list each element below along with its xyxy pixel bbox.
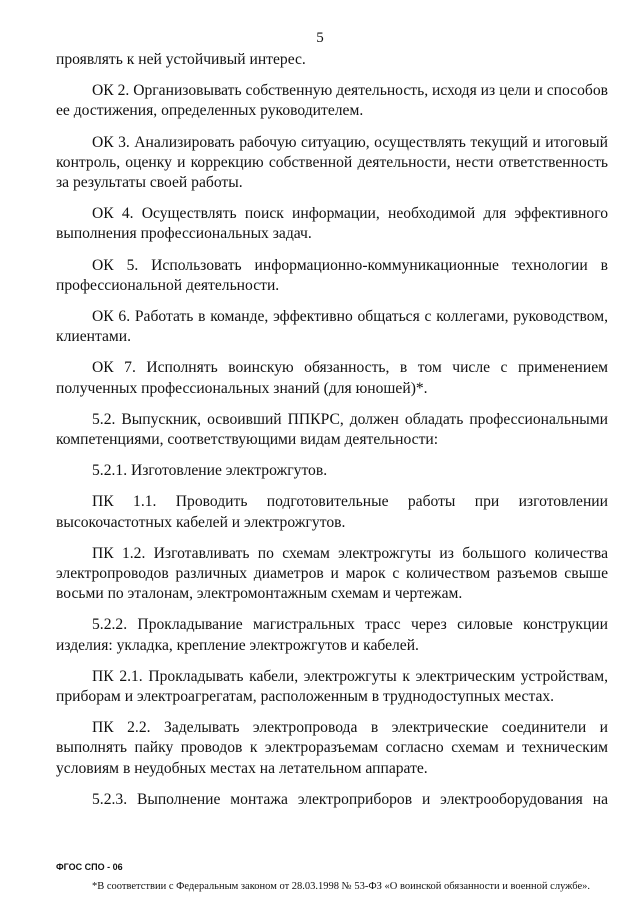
footnote: *В соответствии с Федеральным законом от 28.03.1998 № 53-ФЗ «О воинской обязанности и военной службе». — [92, 881, 591, 892]
paragraph-pk-2-1: ПК 2.1. Прокладывать кабели, электрожгуты к электрическим устройствам, приборам и электроагрегатам, расположенным в труднодоступных местах. — [56, 667, 608, 706]
paragraph-ok-5: ОК 5. Использовать информационно-коммуникационные технологии в профессиональной деятельности. — [56, 256, 608, 294]
paragraph-ok-7: ОК 7. Исполнять воинскую обязанность, в том числе с применением полученных профессиональных знаний (для юношей)*. — [56, 359, 608, 397]
paragraph-pk-1-1: ПК 1.1. Проводить подготовительные работы при изготовлении высокочастотных кабелей и электрожгутов. — [56, 493, 608, 531]
paragraph-section-5-2-1: 5.2.1. Изготовление электрожгутов. — [92, 462, 328, 480]
document-code: ФГОС СПО - 06 — [56, 862, 123, 872]
paragraph-section-5-2-2: 5.2.2. Прокладывание магистральных трасс через силовые конструкции изделия: укладка, крепление электрожгутов и кабелей. — [56, 616, 608, 654]
paragraph-ok-4: ОК 4. Осуществлять поиск информации, необходимой для эффективного выполнения профессиональных задач. — [56, 205, 608, 243]
paragraph-section-5-2-3: 5.2.3. Выполнение монтажа электроприборов и электрооборудования на — [92, 790, 608, 808]
paragraph-section-5-2: 5.2. Выпускник, освоивший ППКРС, должен обладать профессиональными компетенциями, соответствующими видам деятельности: — [56, 410, 608, 449]
page-number: 5 — [316, 30, 324, 46]
paragraph-ok-3: ОК 3. Анализировать рабочую ситуацию, осуществлять текущий и итоговый контроль, оценку и коррекцию собственной деятельности, нести ответственность за результаты своей работы. — [56, 133, 608, 192]
paragraph-ok-6: ОК 6. Работать в команде, эффективно общаться с коллегами, руководством, клиентами. — [56, 308, 608, 346]
paragraph-continuation: проявлять к ней устойчивый интерес. — [56, 51, 306, 68]
paragraph-ok-2: ОК 2. Организовывать собственную деятельность, исходя из цели и способов ее достижения, определенных руководителем. — [56, 82, 608, 120]
document-body — [56, 50, 608, 821]
paragraph-pk-1-2: ПК 1.2. Изготавливать по схемам электрожгуты из большого количества электропроводов различных диаметров и марок с количеством разъемов свыше восьми по эталонам, электромонтажным схемам и чертежам. — [56, 544, 608, 603]
paragraph-pk-2-2: ПК 2.2. Заделывать электропровода в электрические соединители и выполнять пайку проводов к электроразъемам согласно схемам и техническим условиям в неудобных местах на летательном аппарате. — [56, 719, 608, 777]
